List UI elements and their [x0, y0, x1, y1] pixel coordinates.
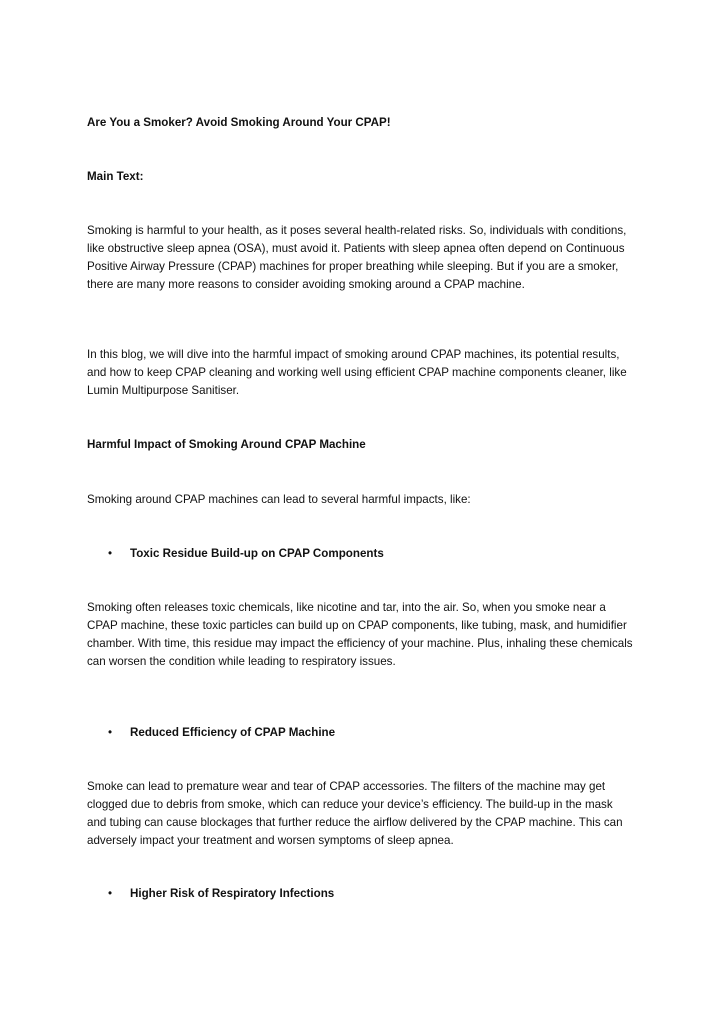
document-title: Are You a Smoker? Avoid Smoking Around Your CPAP!	[87, 116, 391, 129]
section-heading: Harmful Impact of Smoking Around CPAP Machine	[87, 438, 366, 451]
section-intro: Smoking around CPAP machines can lead to several harmful impacts, like:	[87, 493, 471, 506]
intro-paragraph: Smoking is harmful to your health, as it poses several health-related risks. So, individuals with conditions, like obstructive sleep apnea (OSA), must avoid it. Patients with sleep apnea often depend on Continuous Positive Airway Pressure (CPAP) machines for proper breathing while sleeping. But if you are a smoker, there are many more reasons to consider avoiding smoking around a CPAP machine.	[87, 224, 627, 291]
bullet-dot-2: •	[108, 726, 113, 739]
bullet-heading-respiratory-infections: Higher Risk of Respiratory Infections	[130, 887, 335, 900]
blog-paragraph: In this blog, we will dive into the harmful impact of smoking around CPAP machines, its potential results, and how to keep CPAP cleaning and working well using efficient CPAP machine components cleaner, like Lumin Multipurpose Sanitiser.	[87, 348, 627, 397]
bullet-heading-reduced-efficiency: Reduced Efficiency of CPAP Machine	[130, 726, 336, 739]
main-text-label: Main Text:	[87, 170, 144, 183]
bullet-dot-3: •	[108, 887, 113, 900]
bullet-dot-1: •	[108, 547, 113, 560]
toxic-residue-paragraph: Smoking often releases toxic chemicals, like nicotine and tar, into the air. So, when you smoke near a CPAP machine, these toxic particles can build up on CPAP components, like tubing, mask, and humidifier chamber. With time, this residue may impact the efficiency of your machine. Plus, inhaling these chemicals can worsen the condition while leading to respiratory issues.	[87, 601, 633, 668]
bullet-heading-toxic-residue: Toxic Residue Build-up on CPAP Components	[130, 547, 384, 560]
reduced-efficiency-paragraph: Smoke can lead to premature wear and tear of CPAP accessories. The filters of the machine may get clogged due to debris from smoke, which can reduce your device’s efficiency. The build-up in the mask and tubing can cause blockages that further reduce the airflow delivered by the CPAP machine. This can adversely impact your treatment and worsen symptoms of sleep apnea.	[87, 780, 623, 847]
